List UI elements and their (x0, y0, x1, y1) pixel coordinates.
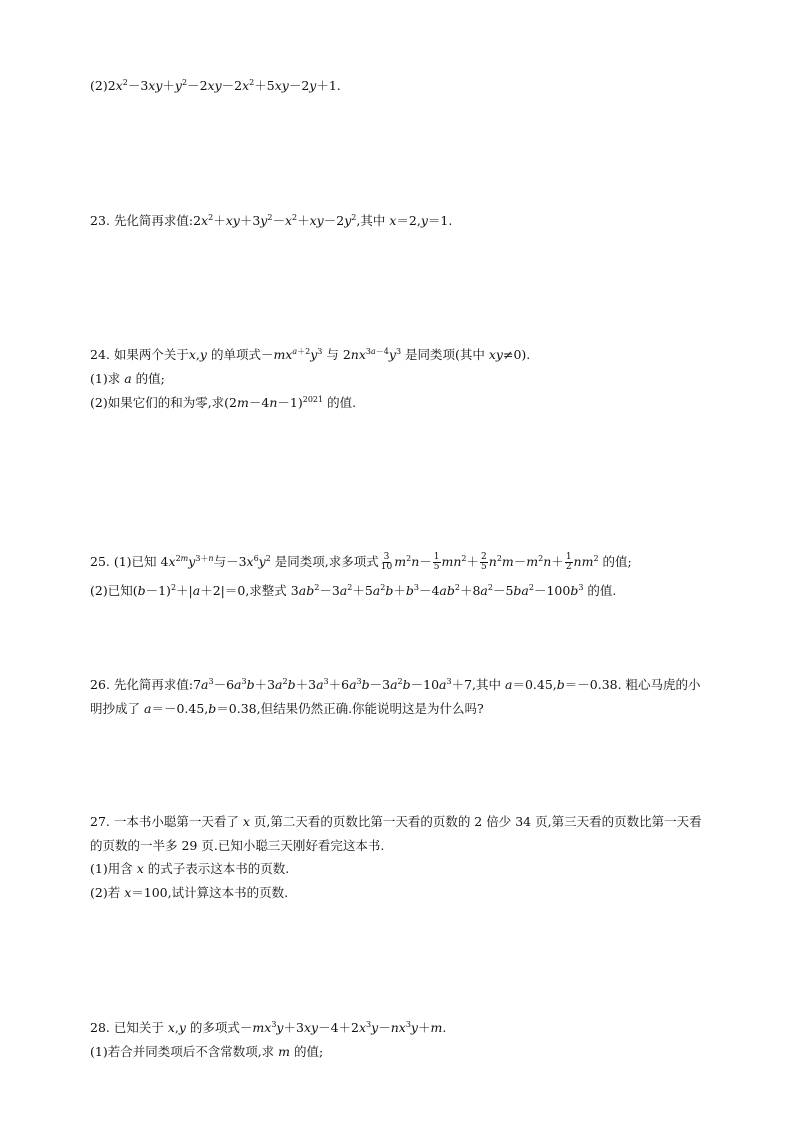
problem-25-part-2: (2)已知$(b-1)^2+|a+2|=0$,求整式 $3ab^2-3a^2+5a^2b+b^3-4ab^2+8a^2-5ba^2-100b^3$ 的值. (90, 583, 617, 598)
problem-24-stem: 24. 如果两个关于x,y 的单项式$-mx^{a+2}y^3$ 与 $2nx^{3a-4}y^3$ 是同类项(其中 xy≠0). (90, 347, 531, 362)
problem-24-part-1: (1)求 a 的值; (90, 371, 165, 386)
problem-25-part-1: 25. (1)已知 $4x^{2m}y^{3+n}$与$-3x^6y^2$ 是同类项,求多项式 $\frac{3}{10}$ $m^2n-$ $\frac{1}{5}$ $mn^2+$ $\frac{2}{5}$ $n^2m-m^2n+$ $\frac{1}{2}$ $nm^2$ 的值; (90, 552, 632, 572)
problem-27-stem: 27. 一本书小聪第一天看了 x 页,第二天看的页数比第一天看的页数的 2 倍少 34 页,第三天看的页数比第一天看的页数的一半多 29 页.已知小聪三天刚好看完这本书. (90, 814, 702, 853)
problem-28-part-1: (1)若合并同类项后不含常数项,求 m 的值; (90, 1044, 324, 1059)
problem-27-part-1: (1)用含 x 的式子表示这本书的页数. (90, 861, 290, 876)
problem-22-part-2: $(2)2x^2-3xy+y^2-2xy-2x^2+5xy-2y+1$. (90, 78, 341, 93)
problem-27-part-2: (2)若 x＝100,试计算这本书的页数. (90, 885, 289, 900)
problem-24-part-2: (2)如果它们的和为零,求$(2m-4n-1)^{2021}$ 的值. (90, 395, 357, 410)
problem-28-stem: 28. 已知关于 x,y 的多项式$-mx^3y+3xy-4+2x^3y-nx^3y+m$. (90, 1020, 447, 1035)
problem-23: 23. 先化简再求值$:2x^2+xy+3y^2-x^2+xy-2y^2$,其中 x＝2,y＝1. (90, 213, 453, 228)
problem-26: 26. 先化简再求值$:7a^3-6a^3b+3a^2b+3a^3+6a^3b-3a^2b-10a^3+7$,其中 a＝0.45,b＝－0.38. 粗心马虎的小明抄成了 a＝－0.45,b＝0.38,但结果仍然正确.你能说明这是为什么吗? (90, 677, 701, 716)
